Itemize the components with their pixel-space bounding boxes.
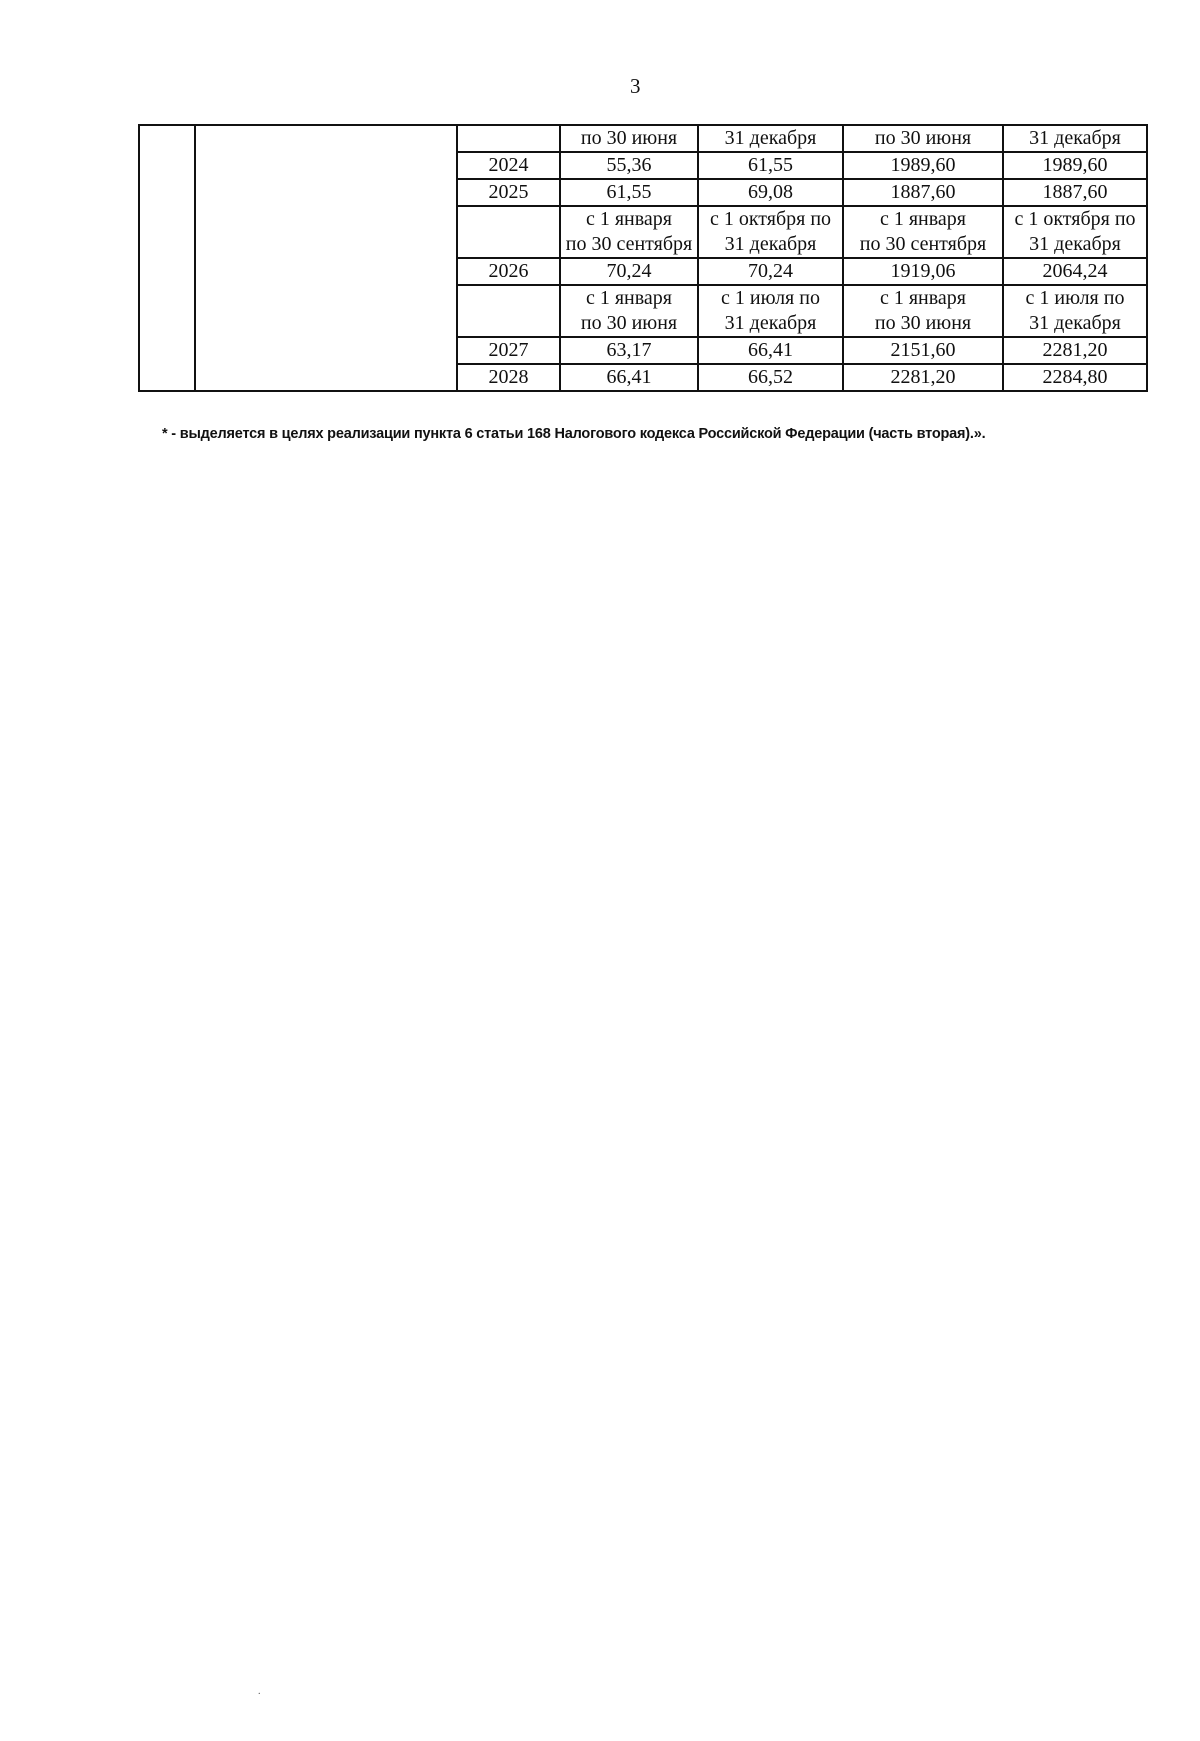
footnote: * - выделяется в целях реализации пункта 6 статьи 168 Налогового кодекса Российской Федерации (часть вторая).». <box>162 426 986 442</box>
period-cell: с 1 января по 30 сентября <box>843 206 1003 258</box>
value-cell: 55,36 <box>560 152 698 179</box>
empty-number-cell <box>139 125 195 391</box>
tariff-table <box>138 124 1148 392</box>
period-cell: с 1 июля по 31 декабря <box>698 285 843 337</box>
value-cell: 70,24 <box>698 258 843 285</box>
value-cell: 1887,60 <box>843 179 1003 206</box>
year-cell: 2028 <box>457 364 560 391</box>
page-number: 3 <box>630 74 641 98</box>
value-cell: по 30 июня <box>560 125 698 152</box>
value-cell: 1989,60 <box>1003 152 1147 179</box>
value-cell: 66,52 <box>698 364 843 391</box>
value-cell: 2281,20 <box>1003 337 1147 364</box>
period-cell: с 1 января по 30 июня <box>560 285 698 337</box>
year-cell <box>457 125 560 152</box>
value-cell: по 30 июня <box>843 125 1003 152</box>
value-cell: 1989,60 <box>843 152 1003 179</box>
year-cell <box>457 285 560 337</box>
year-cell: 2025 <box>457 179 560 206</box>
year-cell: 2027 <box>457 337 560 364</box>
value-cell: 1887,60 <box>1003 179 1147 206</box>
empty-name-cell <box>195 125 457 391</box>
value-cell: 69,08 <box>698 179 843 206</box>
value-cell: 61,55 <box>560 179 698 206</box>
year-cell: 2024 <box>457 152 560 179</box>
tariff-table-body <box>139 125 1147 391</box>
value-cell: 61,55 <box>698 152 843 179</box>
value-cell: 31 декабря <box>1003 125 1147 152</box>
period-cell: с 1 октября по 31 декабря <box>698 206 843 258</box>
value-cell: 2064,24 <box>1003 258 1147 285</box>
value-cell: 63,17 <box>560 337 698 364</box>
value-cell: 1919,06 <box>843 258 1003 285</box>
period-cell: с 1 января по 30 июня <box>843 285 1003 337</box>
value-cell: 2151,60 <box>843 337 1003 364</box>
value-cell: 66,41 <box>698 337 843 364</box>
year-cell: 2026 <box>457 258 560 285</box>
period-cell: с 1 июля по 31 декабря <box>1003 285 1147 337</box>
value-cell: 70,24 <box>560 258 698 285</box>
value-cell: 2284,80 <box>1003 364 1147 391</box>
scan-mark: . <box>258 1686 261 1697</box>
value-cell: 31 декабря <box>698 125 843 152</box>
value-cell: 66,41 <box>560 364 698 391</box>
value-cell: 2281,20 <box>843 364 1003 391</box>
table-row <box>139 125 1147 152</box>
year-cell <box>457 206 560 258</box>
period-cell: с 1 октября по 31 декабря <box>1003 206 1147 258</box>
period-cell: с 1 января по 30 сентября <box>560 206 698 258</box>
